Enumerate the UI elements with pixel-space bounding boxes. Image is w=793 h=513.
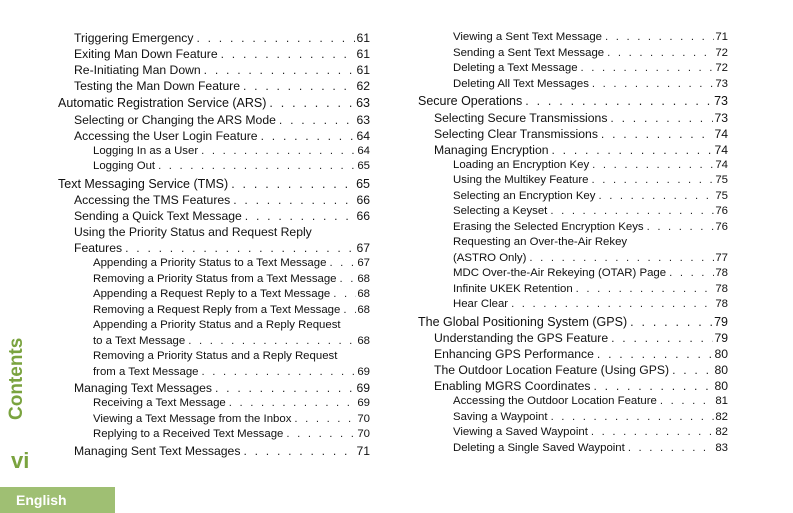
toc-entry-row [434, 378, 728, 394]
dot-leader [592, 77, 714, 93]
toc-entry-row [93, 427, 370, 443]
toc-entry-row [434, 362, 728, 378]
toc-entry[interactable] [58, 78, 370, 94]
toc-entry-title: Text Messaging Service (TMS) [58, 176, 229, 191]
toc-entry[interactable] [58, 256, 370, 272]
toc-entry[interactable] [58, 287, 370, 303]
dot-leader [243, 443, 355, 459]
toc-entry[interactable] [418, 30, 728, 46]
toc-entry-row [74, 62, 370, 78]
toc-entry-title: Managing Sent Text Messages [74, 443, 241, 458]
toc-entry-row [453, 282, 728, 298]
dot-leader [529, 251, 714, 267]
toc-entry-page: 61 [356, 47, 370, 61]
toc-entry[interactable] [418, 378, 728, 394]
dot-leader [597, 346, 714, 362]
toc-entry-row [93, 334, 370, 350]
toc-entry-row [453, 158, 728, 174]
toc-entry-row [453, 46, 728, 62]
toc-entry[interactable] [418, 346, 728, 362]
dot-leader [598, 189, 714, 205]
dot-leader [669, 266, 714, 282]
toc-entry[interactable] [58, 94, 370, 112]
toc-entry-title-line: Requesting an Over-the-Air Rekey [453, 236, 628, 248]
toc-entry-title-line: Appending a Priority Status and a Reply Request [93, 319, 341, 331]
toc-entry-title: Removing a Request Reply from a Text Message [93, 303, 341, 316]
toc-entry-title: Viewing a Text Message from the Inbox [93, 412, 292, 425]
toc-entry[interactable] [58, 318, 370, 349]
toc-entry[interactable] [418, 204, 728, 220]
toc-entry-page: 80 [714, 363, 728, 377]
toc-entry-title: Selecting a Keyset [453, 205, 548, 217]
toc-entry-row [93, 144, 370, 160]
toc-entry-page: 61 [356, 63, 370, 77]
toc-entry[interactable] [418, 158, 728, 174]
dot-leader [647, 220, 715, 236]
toc-entry-page: 68 [357, 334, 370, 347]
toc-entry-title: Selecting Clear Transmissions [434, 126, 598, 141]
toc-entry-row [74, 208, 370, 224]
dot-leader [269, 95, 355, 112]
dot-leader [581, 61, 715, 77]
toc-entry-row [93, 287, 370, 303]
toc-entry-row [453, 220, 728, 236]
toc-entry-row [93, 396, 370, 412]
toc-entry[interactable] [418, 77, 728, 93]
toc-entry-title: Selecting an Encryption Key [453, 189, 596, 202]
toc-entry-title: Accessing the Outdoor Location Feature [453, 395, 657, 407]
toc-entry-page: 77 [715, 251, 728, 264]
toc-entry[interactable] [418, 297, 728, 313]
toc-entry-row [93, 303, 370, 319]
toc-entry[interactable] [418, 92, 728, 110]
toc-entry-title: Managing Encryption [434, 142, 549, 157]
toc-entry-page: 74 [714, 142, 728, 157]
dot-leader [628, 441, 715, 457]
toc-entry-title: Triggering Emergency [74, 31, 194, 45]
toc-entry-row [434, 110, 728, 126]
toc-entry-title: Deleting a Text Message [453, 62, 578, 74]
toc-entry-page: 75 [715, 189, 728, 202]
toc-entry-page: 76 [715, 220, 728, 233]
toc-entry[interactable] [58, 396, 370, 412]
toc-entry[interactable] [58, 224, 370, 256]
dot-leader [231, 176, 355, 193]
toc-entry-row [74, 128, 370, 144]
toc-entry-row [453, 77, 728, 93]
toc-entry-page: 75 [715, 174, 728, 186]
toc-entry-page: 79 [714, 314, 728, 329]
toc-entry-page: 65 [357, 160, 370, 172]
toc-entry-page: 74 [714, 126, 728, 141]
dot-leader [294, 412, 356, 428]
toc-entry-title: Logging Out [93, 160, 156, 172]
toc-entry[interactable] [418, 235, 728, 266]
toc-entry-title: Viewing a Sent Text Message [453, 31, 603, 43]
dot-leader [511, 297, 714, 313]
dot-leader [125, 240, 355, 256]
toc-entry-row [434, 126, 728, 142]
toc-entry-page: 79 [714, 331, 728, 345]
toc-entry-page: 73 [714, 110, 728, 125]
toc-entry-row [93, 272, 370, 288]
dot-leader [340, 272, 357, 288]
toc-entry-title: Logging In as a User [93, 144, 199, 157]
dot-leader [591, 173, 714, 189]
toc-entry-title: Appending a Request Reply to a Text Message [93, 288, 331, 300]
toc-entry-title: Testing the Man Down Feature [74, 79, 240, 93]
toc-entry-row [418, 314, 728, 331]
toc-entry-title: Enhancing GPS Performance [434, 347, 594, 361]
toc-entry-title: Selecting Secure Transmissions [434, 110, 608, 125]
toc-entry-title: Exiting Man Down Feature [74, 47, 218, 61]
toc-entry-page: 80 [714, 347, 728, 361]
toc-entry-row [434, 330, 728, 346]
dot-leader [660, 394, 714, 410]
toc-entry-row [93, 159, 370, 175]
toc-entry-title: Using the Multikey Feature [453, 174, 589, 186]
toc-entry-title-line: Removing a Priority Status and a Reply Request [93, 350, 338, 362]
toc-entry[interactable] [418, 46, 728, 62]
language-tab: English [0, 487, 115, 513]
toc-entry-title: Deleting a Single Saved Waypoint [453, 441, 625, 454]
toc-entry-title: Erasing the Selected Encryption Keys [453, 220, 644, 233]
dot-leader [672, 362, 713, 378]
toc-entry[interactable] [58, 412, 370, 428]
toc-entry-page: 72 [715, 62, 728, 74]
dot-leader [261, 128, 356, 144]
toc-entry-page: 63 [356, 96, 370, 110]
toc-entry-row [453, 173, 728, 189]
toc-entry-row [74, 240, 370, 256]
dot-leader [592, 158, 714, 174]
toc-entry[interactable] [418, 61, 728, 77]
toc-entry-page: 68 [357, 272, 370, 285]
page-number: vi [11, 448, 30, 473]
toc-entry[interactable] [58, 303, 370, 319]
toc-entry-page: 73 [714, 94, 728, 108]
toc-entry-page: 67 [356, 241, 370, 255]
toc-right-column [418, 30, 728, 456]
toc-entry-row [453, 410, 728, 426]
toc-entry-page: 62 [356, 79, 370, 93]
toc-entry[interactable] [58, 112, 370, 128]
toc-entry-page: 65 [356, 176, 370, 191]
toc-entry-title: Infinite UKEK Retention [453, 282, 573, 295]
toc-entry-title: The Global Positioning System (GPS) [418, 314, 628, 329]
toc-entry-page: 78 [715, 282, 728, 295]
dot-leader [201, 144, 356, 160]
dot-leader [196, 30, 355, 46]
toc-entry-title: Saving a Waypoint [453, 410, 548, 423]
toc-entry-title: Sending a Quick Text Message [74, 209, 242, 223]
dot-leader [279, 112, 356, 128]
toc-entry[interactable] [58, 443, 370, 459]
toc-entry-row [93, 365, 370, 381]
toc-entry-title: Removing a Priority Status from a Text Message [93, 272, 337, 285]
toc-entry-row [453, 425, 728, 441]
toc-entry[interactable] [418, 282, 728, 298]
toc-entry-row [453, 189, 728, 205]
toc-left-column [58, 30, 370, 459]
toc-entry-row [453, 30, 728, 46]
toc-entry-title: Receiving a Text Message [93, 397, 226, 409]
toc-entry-page: 82 [715, 426, 728, 438]
toc-entry[interactable] [418, 142, 728, 158]
toc-entry[interactable] [418, 126, 728, 142]
toc-entry[interactable] [58, 192, 370, 208]
toc-entry[interactable] [58, 272, 370, 288]
toc-entry-page: 74 [715, 158, 728, 171]
toc-entry-page: 68 [357, 303, 370, 316]
toc-entry[interactable] [418, 266, 728, 282]
toc-entry-page: 64 [357, 144, 370, 157]
toc-entry[interactable] [418, 110, 728, 126]
dot-leader [204, 62, 356, 78]
toc-entry-title: Enabling MGRS Coordinates [434, 379, 591, 393]
toc-entry-row [74, 46, 370, 62]
toc-entry-page: 61 [356, 31, 370, 45]
toc-entry-row [74, 380, 370, 396]
toc-entry-page: 69 [357, 397, 370, 409]
toc-entry[interactable] [418, 425, 728, 441]
dot-leader [233, 192, 355, 208]
toc-entry-page: 67 [357, 257, 370, 269]
toc-entry-row [93, 256, 370, 272]
toc-entry-title: Selecting or Changing the ARS Mode [74, 112, 276, 127]
dot-leader [525, 93, 713, 110]
toc-entry-row [74, 78, 370, 94]
toc-entry-title: The Outdoor Location Feature (Using GPS) [434, 363, 670, 377]
toc-entry-row [58, 95, 370, 112]
dot-leader [630, 314, 713, 331]
toc-entry-page: 81 [715, 395, 728, 407]
toc-entry[interactable] [418, 173, 728, 189]
toc-entry-page: 69 [357, 365, 370, 378]
toc-entry-row [434, 346, 728, 362]
toc-entry-page: 66 [356, 209, 370, 223]
toc-entry-page: 76 [715, 205, 728, 217]
toc-entry-title: Re-Initiating Man Down [74, 63, 201, 77]
toc-entry-page: 71 [715, 31, 728, 43]
toc-entry-title: Automatic Registration Service (ARS) [58, 96, 267, 110]
dot-leader [215, 380, 355, 396]
toc-entry-title: (ASTRO Only) [453, 251, 527, 264]
toc-entry-row [58, 176, 370, 193]
toc-entry-row [74, 192, 370, 208]
toc-entry-row [74, 30, 370, 46]
toc-entry-row [453, 266, 728, 282]
toc-entry-title: Features [74, 241, 123, 255]
dot-leader [552, 142, 714, 158]
toc-entry-title: Secure Operations [418, 94, 523, 108]
dot-leader [607, 46, 714, 62]
toc-entry[interactable] [58, 144, 370, 160]
toc-entry-title: Deleting All Text Messages [453, 77, 589, 90]
toc-entry[interactable] [58, 349, 370, 380]
toc-entry-title: MDC Over-the-Air Rekeying (OTAR) Page [453, 267, 667, 279]
toc-entry-row [434, 142, 728, 158]
toc-entry-title: Loading an Encryption Key [453, 158, 590, 171]
toc-entry-page: 66 [356, 193, 370, 207]
toc-entry-row [453, 394, 728, 410]
dot-leader [550, 204, 714, 220]
toc-entry-title: Hear Clear [453, 298, 509, 310]
dot-leader [594, 378, 714, 394]
toc-entry[interactable] [58, 159, 370, 175]
toc-entry-page: 68 [357, 288, 370, 300]
toc-entry-row [74, 112, 370, 128]
toc-entry-row [453, 204, 728, 220]
dot-leader [243, 78, 355, 94]
toc-entry[interactable] [58, 427, 370, 443]
toc-entry-page: 71 [356, 443, 370, 458]
toc-entry-page: 63 [356, 112, 370, 127]
toc-entry[interactable] [418, 189, 728, 205]
dot-leader [605, 30, 714, 46]
toc-entry[interactable] [58, 175, 370, 193]
toc-entry-title: Managing Text Messages [74, 381, 212, 395]
toc-entry-title: Accessing the TMS Features [74, 193, 231, 207]
toc-entry-row [453, 297, 728, 313]
toc-entry[interactable] [418, 313, 728, 331]
toc-entry-row [93, 412, 370, 428]
toc-entry-page: 83 [715, 441, 728, 454]
toc-entry[interactable] [418, 410, 728, 426]
toc-entry[interactable] [58, 380, 370, 396]
dot-leader [158, 159, 356, 175]
toc-entry-page: 70 [357, 428, 370, 440]
dot-leader [188, 334, 356, 350]
dot-leader [245, 208, 356, 224]
toc-entry-page: 82 [715, 410, 728, 423]
toc-entry-title: Accessing the User Login Feature [74, 128, 258, 143]
toc-entry-page: 69 [356, 381, 370, 395]
dot-leader [229, 396, 357, 412]
toc-entry-page: 70 [357, 412, 370, 425]
toc-entry[interactable] [58, 208, 370, 224]
toc-entry-page: 78 [715, 298, 728, 310]
toc-entry[interactable] [58, 128, 370, 144]
dot-leader [286, 427, 356, 443]
toc-entry[interactable] [58, 46, 370, 62]
dot-leader [551, 410, 715, 426]
toc-entry[interactable] [58, 62, 370, 78]
toc-entry-title: Replying to a Received Text Message [93, 428, 284, 440]
toc-entry-page: 73 [715, 77, 728, 90]
toc-entry-row [74, 443, 370, 459]
sidebar-section-label: Contents [6, 337, 27, 420]
toc-entry[interactable] [418, 330, 728, 346]
dot-leader [611, 330, 713, 346]
dot-leader [329, 256, 356, 272]
toc-entry[interactable] [58, 30, 370, 46]
toc-entry[interactable] [418, 394, 728, 410]
toc-entry[interactable] [418, 441, 728, 457]
dot-leader [576, 282, 715, 298]
toc-entry-title: from a Text Message [93, 365, 199, 378]
dot-leader [333, 287, 356, 303]
toc-entry-title: Understanding the GPS Feature [434, 331, 609, 345]
toc-entry-page: 72 [715, 46, 728, 59]
toc-entry[interactable] [418, 220, 728, 236]
toc-entry-title: to a Text Message [93, 334, 186, 347]
toc-entry[interactable] [418, 362, 728, 378]
toc-entry-row [453, 251, 728, 267]
dot-leader [343, 303, 356, 319]
dot-leader [601, 126, 714, 142]
dot-leader [202, 365, 357, 381]
toc-entry-row [418, 93, 728, 110]
toc-entry-title: Sending a Sent Text Message [453, 46, 605, 59]
toc-entry-page: 78 [715, 267, 728, 279]
toc-entry-row [453, 61, 728, 77]
toc-entry-page: 64 [356, 128, 370, 143]
toc-entry-title: Appending a Priority Status to a Text Message [93, 257, 327, 269]
dot-leader [591, 425, 714, 441]
dot-leader [221, 46, 356, 62]
toc-entry-row [453, 441, 728, 457]
toc-entry-title-line: Using the Priority Status and Request Reply [74, 225, 312, 239]
toc-entry-title: Viewing a Saved Waypoint [453, 426, 588, 438]
toc-entry-page: 80 [714, 379, 728, 393]
dot-leader [610, 110, 713, 126]
